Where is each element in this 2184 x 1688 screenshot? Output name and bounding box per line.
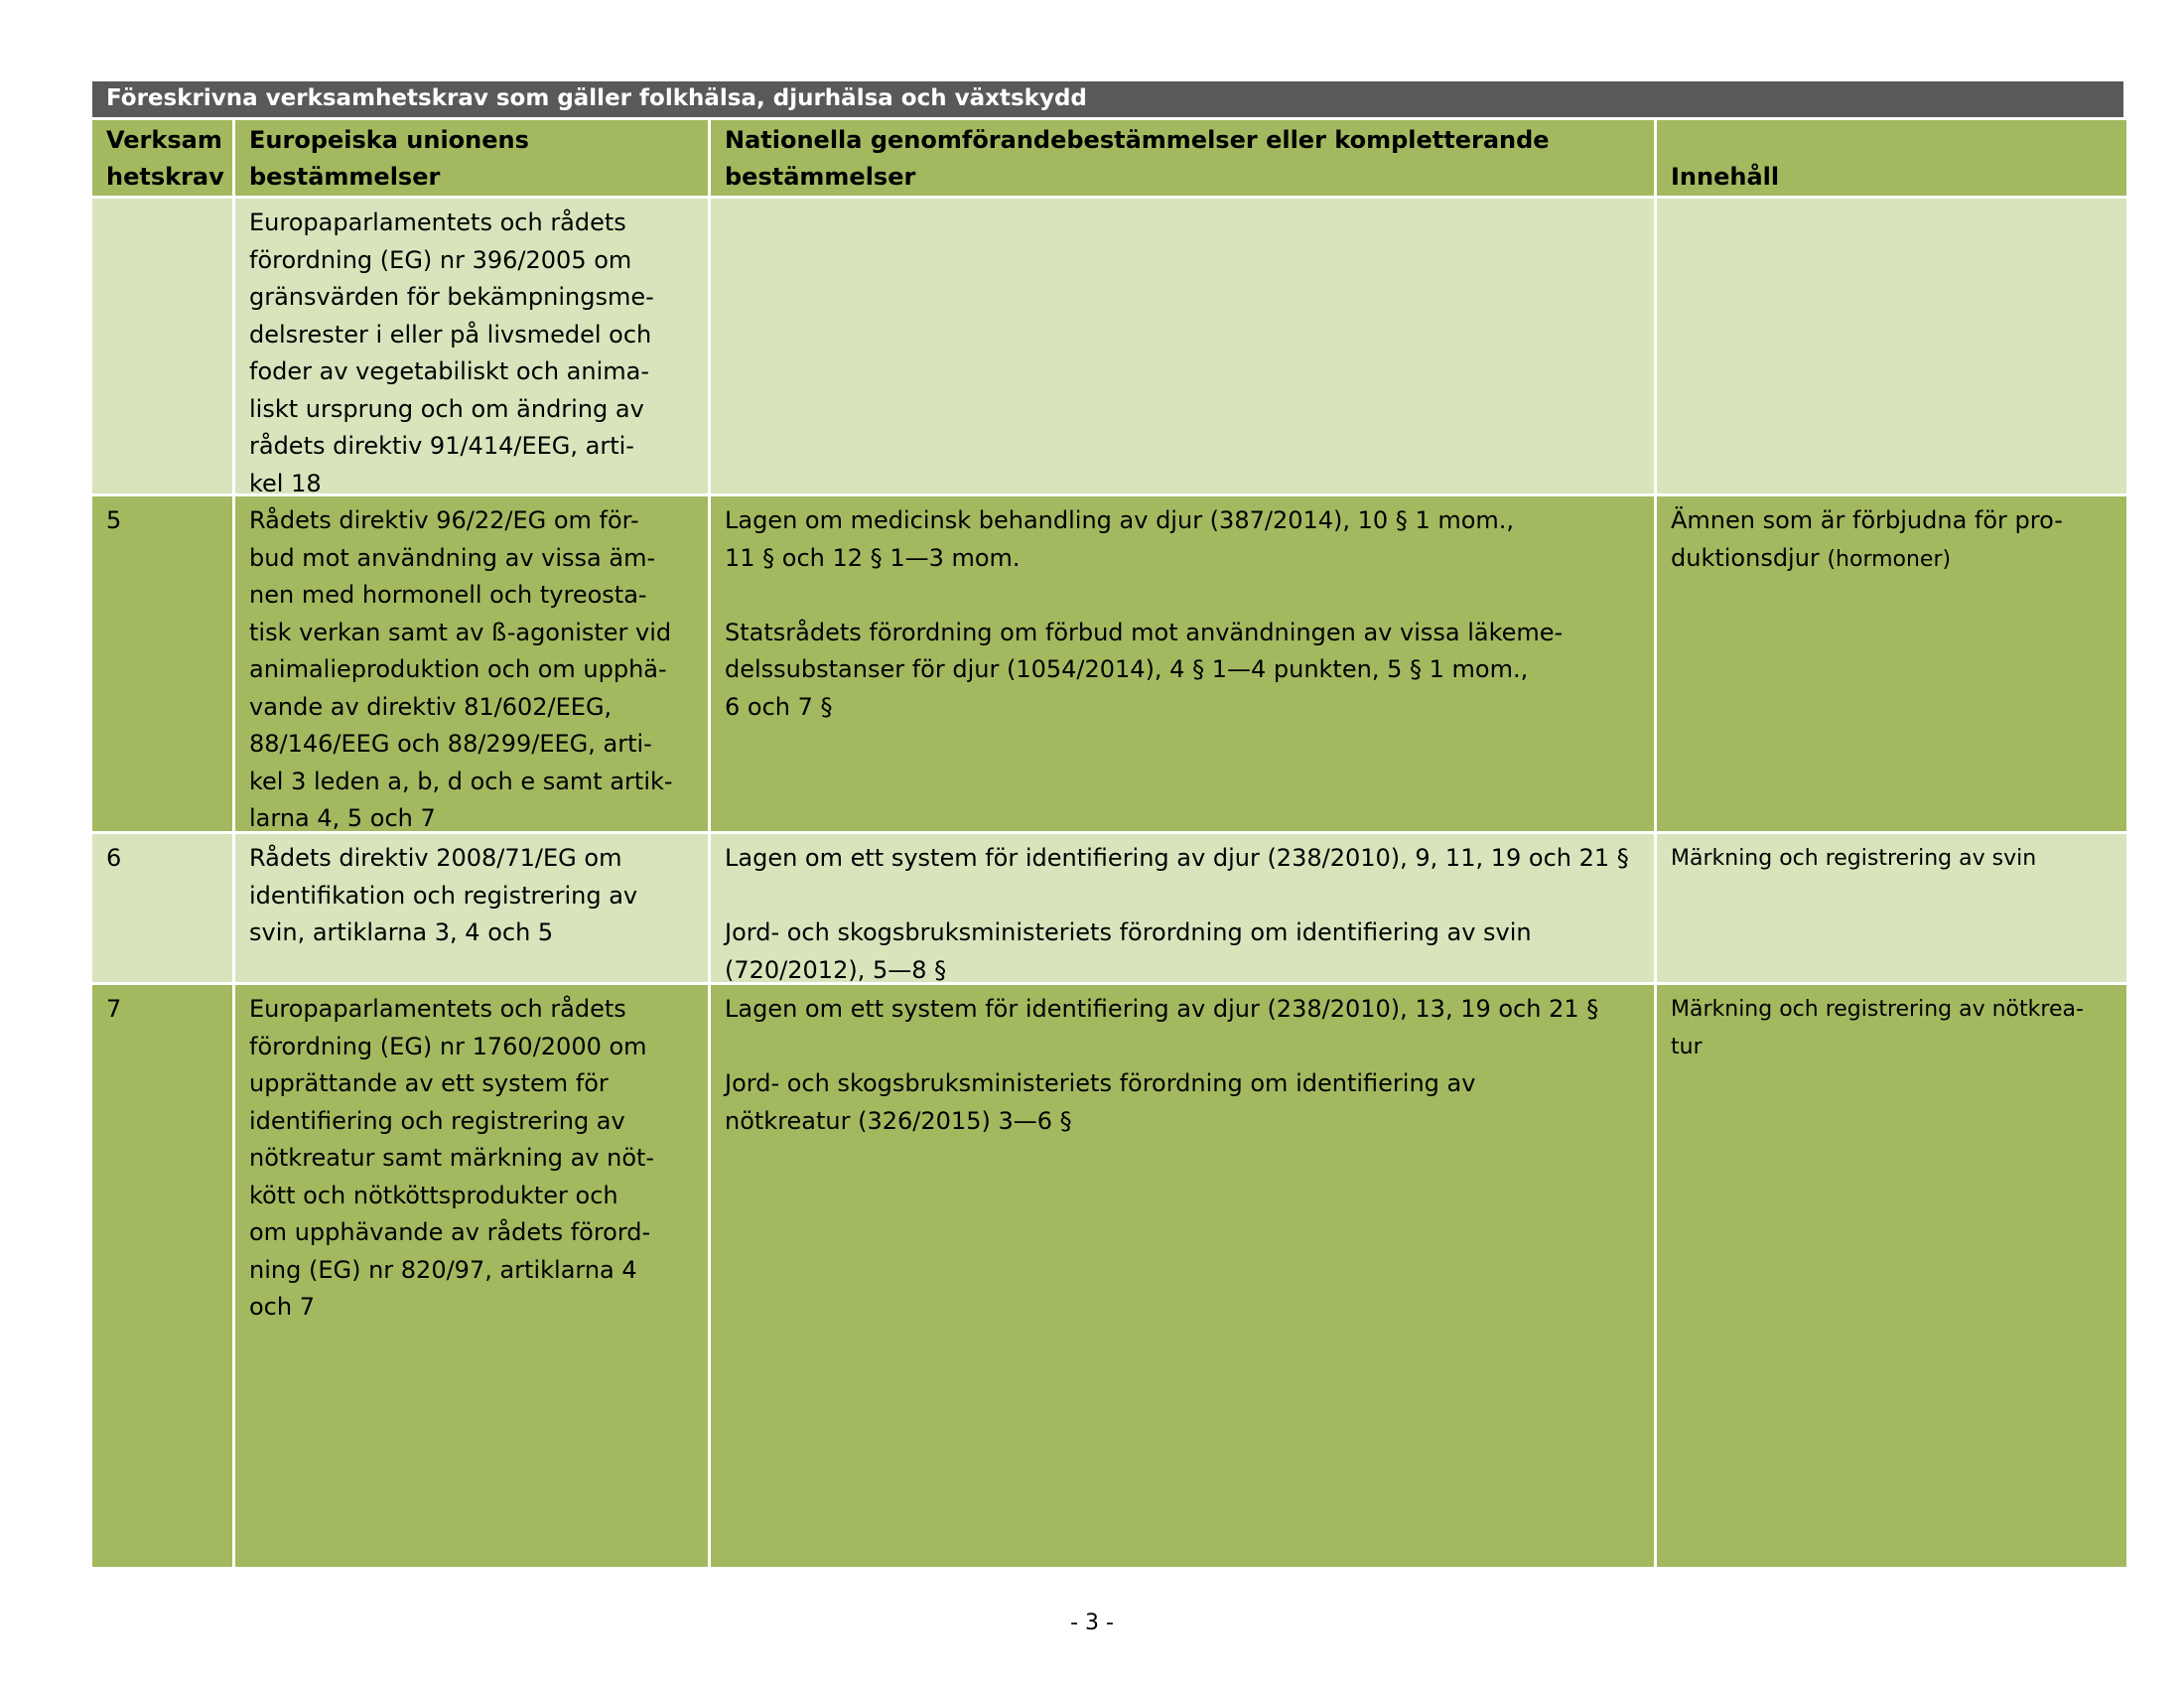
eu-text-line: upprättande av ett system för	[249, 1069, 609, 1097]
national-text-line: Statsrådets förordning om förbud mot användningen av vissa läkeme-	[725, 618, 1564, 646]
paragraph-gap	[725, 1029, 1644, 1066]
header-eu-provisions	[235, 120, 708, 196]
eu-text-line: om upphävande av rådets förord-	[249, 1218, 651, 1246]
row-1-eu-provision	[235, 199, 708, 493]
header-content-label: Innehåll	[1671, 163, 1780, 191]
eu-text-line: animalieproduktion och om upphä-	[249, 655, 667, 683]
row-2-national-provision	[711, 496, 1654, 831]
eu-text-line: ning (EG) nr 820/97, artiklarna 4	[249, 1255, 637, 1284]
eu-text-line: larna 4, 5 och 7	[249, 804, 436, 831]
row-3-eu-provision	[235, 834, 708, 982]
eu-text-line: nötkreatur samt märkning av nöt-	[249, 1144, 655, 1172]
table-grid	[92, 120, 2123, 1567]
header-requirement-line: Verksam	[106, 126, 222, 154]
row-3-content	[1657, 834, 2126, 982]
table-title: Föreskrivna verksamhetskrav som gäller folkhälsa, djurhälsa och växtskydd	[92, 81, 2123, 117]
national-text-line: Jord- och skogsbruksministeriets förordning om identifiering av	[725, 1069, 1476, 1097]
row-3-requirement	[92, 834, 232, 982]
paragraph-gap	[725, 577, 1644, 615]
content-text-line: Ämnen som är förbjudna för pro-	[1671, 506, 2063, 534]
requirement-number: 5	[106, 506, 122, 534]
eu-text-line: kel 3 leden a, b, d och e samt artik-	[249, 767, 673, 795]
eu-text-line: foder av vegetabiliskt och anima-	[249, 357, 649, 385]
national-text-line: 11 § och 12 § 1—3 mom.	[725, 543, 1021, 572]
row-1-national-provision	[711, 199, 1654, 493]
header-requirement	[92, 120, 232, 196]
row-4-national-provision	[711, 985, 1654, 1567]
eu-text-line: identifiering och registrering av	[249, 1106, 625, 1135]
requirement-number: 6	[106, 844, 122, 872]
header-national-provisions	[711, 120, 1654, 196]
content-text-line: Märkning och registrering av nötkrea-	[1671, 997, 2084, 1022]
national-text-line: Jord- och skogsbruksministeriets förordning om identifiering av svin	[725, 918, 1532, 946]
national-text-line: nötkreatur (326/2015) 3—6 §	[725, 1106, 1072, 1135]
row-1-requirement	[92, 199, 232, 493]
row-2-content	[1657, 496, 2126, 831]
eu-text-line: nen med hormonell och tyreosta-	[249, 581, 647, 609]
eu-text-line: gränsvärden för bekämpningsme-	[249, 283, 654, 311]
paragraph-gap	[725, 878, 1644, 915]
page-number: - 3 -	[1070, 1611, 1114, 1635]
header-national-line: bestämmelser	[725, 163, 916, 191]
row-2-eu-provision	[235, 496, 708, 831]
eu-text-line: delsrester i eller på livsmedel och	[249, 320, 652, 349]
eu-text-line: Europaparlamentets och rådets	[249, 209, 626, 236]
eu-text-line: vande av direktiv 81/602/EEG,	[249, 692, 613, 721]
national-text-line: Lagen om medicinsk behandling av djur (387/2014), 10 § 1 mom.,	[725, 506, 1515, 534]
eu-text-line: svin, artiklarna 3, 4 och 5	[249, 918, 554, 946]
eu-text-line: liskt ursprung och om ändring av	[249, 394, 644, 423]
row-4-content	[1657, 985, 2126, 1567]
eu-text-line: Rådets direktiv 96/22/EG om för-	[249, 506, 639, 534]
national-text-line: delssubstanser för djur (1054/2014), 4 § 1—4 punkten, 5 § 1 mom.,	[725, 655, 1529, 683]
requirements-table	[92, 81, 2123, 1567]
content-text: duktionsdjur	[1671, 543, 1820, 572]
header-national-line: Nationella genomförandebestämmelser eller kompletterande	[725, 126, 1550, 154]
row-3-national-provision	[711, 834, 1654, 982]
content-text-small: (hormoner)	[1827, 546, 1952, 572]
row-2-requirement	[92, 496, 232, 831]
eu-text-line: tisk verkan samt av ß-agonister vid	[249, 618, 672, 646]
header-requirement-line: hetskrav	[106, 163, 224, 191]
eu-text-line: Europaparlamentets och rådets	[249, 995, 626, 1023]
eu-text-line: rådets direktiv 91/414/EEG, arti-	[249, 432, 634, 460]
row-4-requirement	[92, 985, 232, 1567]
row-4-eu-provision	[235, 985, 708, 1567]
header-eu-label: Europeiska unionens bestämmelser	[249, 126, 529, 191]
requirement-number: 7	[106, 995, 122, 1023]
header-content	[1657, 120, 2126, 196]
eu-text-line: 88/146/EEG och 88/299/EEG, arti-	[249, 730, 652, 758]
eu-text-line: och 7	[249, 1293, 315, 1321]
content-text-line	[1671, 540, 2116, 579]
national-text-line: (720/2012), 5—8 §	[725, 955, 947, 982]
national-text-line: Lagen om ett system för identifiering av djur (238/2010), 13, 19 och 21 §	[725, 995, 1599, 1023]
row-1-content	[1657, 199, 2126, 493]
content-text-line: tur	[1671, 1034, 1703, 1059]
eu-text-line: bud mot användning av vissa äm-	[249, 543, 656, 572]
national-text-line: Lagen om ett system för identifiering av djur (238/2010), 9, 11, 19 och 21 §	[725, 844, 1629, 872]
content-text-line: Märkning och registrering av svin	[1671, 846, 2037, 871]
eu-text-line: kött och nötköttsprodukter och	[249, 1181, 618, 1209]
eu-text-line: förordning (EG) nr 396/2005 om	[249, 245, 632, 274]
eu-text-line: Rådets direktiv 2008/71/EG om	[249, 844, 622, 872]
national-text-line: 6 och 7 §	[725, 692, 833, 721]
eu-text-line: identifikation och registrering av	[249, 881, 638, 910]
eu-text-line: kel 18	[249, 469, 322, 493]
eu-text-line: förordning (EG) nr 1760/2000 om	[249, 1032, 647, 1060]
